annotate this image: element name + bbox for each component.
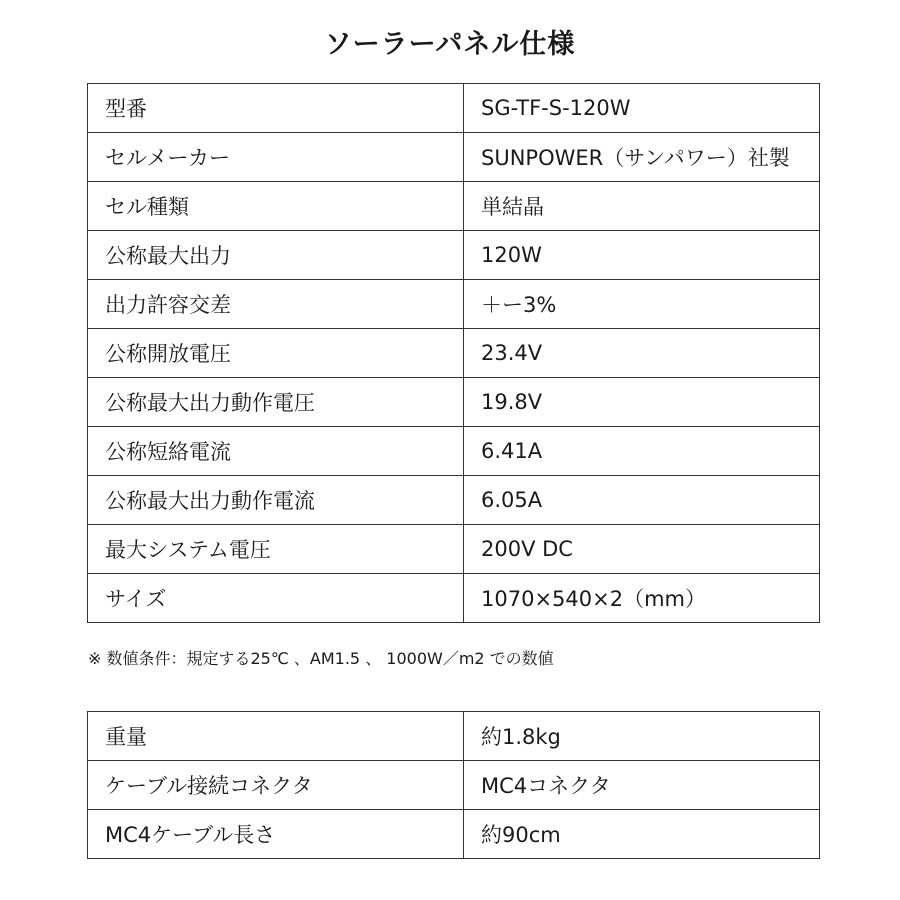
spec-label: セルメーカー [88, 133, 464, 182]
table-row [88, 574, 820, 623]
spec-label: 公称最大出力動作電圧 [88, 378, 464, 427]
spec-value: 23.4V [464, 329, 820, 378]
spec-value: 単結晶 [464, 182, 820, 231]
spec-label: セル種類 [88, 182, 464, 231]
table-row [88, 810, 820, 859]
table-row [88, 427, 820, 476]
table-row [88, 84, 820, 133]
table-row [88, 231, 820, 280]
spec-label: 出力許容交差 [88, 280, 464, 329]
table-row [88, 280, 820, 329]
spec-value: 120W [464, 231, 820, 280]
table-row [88, 182, 820, 231]
table-row [88, 378, 820, 427]
spec-value: MC4コネクタ [464, 761, 820, 810]
spec-value: 約1.8kg [464, 712, 820, 761]
spec-value: 200V DC [464, 525, 820, 574]
spec-label: 最大システム電圧 [88, 525, 464, 574]
footnote: ※ 数値条件：規定する25℃ 、AM1.5 、 1000W／m2 での数値 [88, 649, 554, 668]
spec-label: サイズ [88, 574, 464, 623]
table-row [88, 133, 820, 182]
spec-label: 公称最大出力 [88, 231, 464, 280]
spec-label: ケーブル接続コネクタ [88, 761, 464, 810]
table-row [88, 525, 820, 574]
spec-label: MC4ケーブル長さ [88, 810, 464, 859]
extra-spec-table [87, 711, 820, 859]
spec-value: 6.05A [464, 476, 820, 525]
spec-value: ＋ー3% [464, 280, 820, 329]
spec-label: 公称短絡電流 [88, 427, 464, 476]
spec-value: 1070×540×2（mm） [464, 574, 820, 623]
spec-value: SUNPOWER（サンパワー）社製 [464, 133, 820, 182]
table-row [88, 329, 820, 378]
spec-label: 公称最大出力動作電流 [88, 476, 464, 525]
spec-value: SG-TF-S-120W [464, 84, 820, 133]
spec-label: 公称開放電圧 [88, 329, 464, 378]
spec-value: 約90cm [464, 810, 820, 859]
spec-label: 型番 [88, 84, 464, 133]
spec-label: 重量 [88, 712, 464, 761]
table-row [88, 712, 820, 761]
spec-value: 6.41A [464, 427, 820, 476]
table-row [88, 476, 820, 525]
page-title: ソーラーパネル仕様 [324, 29, 576, 60]
spec-table [87, 83, 820, 623]
table-row [88, 761, 820, 810]
spec-value: 19.8V [464, 378, 820, 427]
